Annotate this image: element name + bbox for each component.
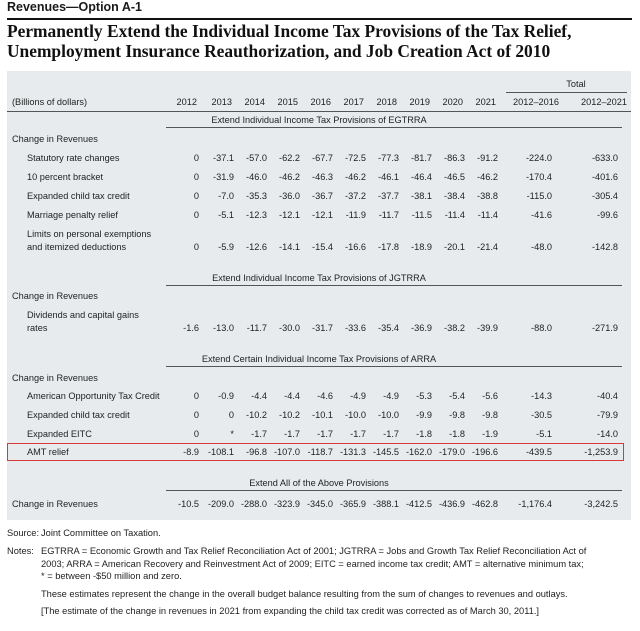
value-cell: 0: [193, 410, 199, 420]
value-cell: -5.6: [482, 391, 498, 401]
total-cell: -3,242.5: [584, 499, 618, 509]
value-cell: -13.0: [213, 323, 234, 333]
total-cell: -40.4: [597, 391, 618, 401]
value-cell: -118.7: [307, 447, 333, 457]
value-cell: -21.4: [477, 242, 498, 252]
value-cell: -38.8: [477, 191, 498, 201]
value-cell: -179.0: [438, 447, 465, 457]
value-cell: -31.9: [213, 172, 234, 182]
total-cell: -1,176.4: [518, 499, 552, 509]
value-cell: -209.0: [207, 499, 234, 509]
value-cell: -4.6: [317, 391, 333, 401]
row-label: Expanded EITC: [27, 429, 92, 439]
group-label: Change in Revenues: [12, 373, 98, 383]
title-line-2: Unemployment Insurance Reauthorization, and Job Creation Act of 2010: [7, 41, 551, 61]
value-cell: -388.1: [372, 499, 399, 509]
group-label: Change in Revenues: [12, 291, 98, 301]
value-cell: -9.8: [449, 410, 465, 420]
value-cell: -10.0: [378, 410, 399, 420]
value-cell: -15.4: [312, 242, 333, 252]
value-cell: -11.4: [444, 210, 465, 220]
total-cell: -305.4: [591, 191, 618, 201]
value-cell: -5.3: [416, 391, 432, 401]
value-cell: -10.2: [279, 410, 300, 420]
total-cell: -14.0: [597, 429, 618, 439]
value-cell: -10.0: [345, 410, 366, 420]
value-cell: -11.7: [246, 323, 267, 333]
value-cell: -35.4: [378, 323, 399, 333]
value-cell: -81.7: [411, 153, 432, 163]
value-cell: -12.3: [246, 210, 267, 220]
value-cell: -30.0: [279, 323, 300, 333]
value-cell: 0: [193, 191, 199, 201]
value-cell: -4.4: [284, 391, 300, 401]
notes-label: Notes:: [7, 546, 34, 556]
value-cell: -288.0: [240, 499, 267, 509]
value-cell: -38.1: [411, 191, 432, 201]
total-cell: -1,253.9: [584, 447, 618, 457]
value-cell: 0: [193, 429, 199, 439]
source-text: Joint Committee on Taxation.: [41, 528, 161, 538]
value-cell: -46.5: [444, 172, 465, 182]
value-cell: -5.1: [218, 210, 234, 220]
value-cell: -96.8: [246, 447, 267, 457]
value-cell: -1.8: [416, 429, 432, 439]
notes-line-3: * = between -$50 million and zero.: [41, 571, 182, 581]
value-cell: -46.2: [345, 172, 366, 182]
value-cell: -345.0: [306, 499, 333, 509]
value-cell: -36.7: [312, 191, 333, 201]
total-underline: [506, 92, 627, 93]
year-header: 2019: [409, 97, 430, 107]
value-cell: -33.6: [345, 323, 366, 333]
section-rule: [166, 285, 622, 286]
total-cell: -88.0: [531, 323, 552, 333]
value-cell: -5.9: [218, 242, 234, 252]
total-cell: -439.5: [525, 447, 552, 457]
total-cell: -401.6: [591, 172, 618, 182]
value-cell: -108.1: [207, 447, 234, 457]
year-header: 2017: [343, 97, 364, 107]
total-cell: -271.9: [591, 323, 618, 333]
value-cell: -62.2: [279, 153, 300, 163]
section-title-jgtrra: Extend Individual Income Tax Provisions of JGTRRA: [212, 273, 426, 283]
value-cell: -1.8: [449, 429, 465, 439]
value-cell: -20.1: [444, 242, 465, 252]
value-cell: -38.4: [444, 191, 465, 201]
section-title-egtrra: Extend Individual Income Tax Provisions of EGTRRA: [211, 115, 427, 125]
value-cell: -145.5: [372, 447, 399, 457]
value-cell: -107.0: [273, 447, 300, 457]
year-header: 2020: [442, 97, 463, 107]
value-cell: -16.6: [345, 242, 366, 252]
row-label: American Opportunity Tax Credit: [27, 391, 160, 401]
total-label: Total: [566, 79, 586, 89]
year-header: 2018: [376, 97, 397, 107]
row-label-line-1: Limits on personal exemptions: [27, 229, 152, 239]
value-cell: -35.3: [246, 191, 267, 201]
value-cell: -46.1: [378, 172, 399, 182]
value-cell: -37.1: [213, 153, 234, 163]
header-rule: [7, 18, 632, 20]
row-label-line-1: Dividends and capital gains: [27, 310, 139, 320]
row-label: Statutory rate changes: [27, 153, 120, 163]
total-cell: -14.3: [531, 391, 552, 401]
value-cell: -14.1: [279, 242, 300, 252]
value-cell: -12.1: [312, 210, 333, 220]
page-title: [7, 21, 633, 61]
source-label: Source:: [7, 528, 40, 538]
value-cell: -131.3: [339, 447, 366, 457]
notes-line-1: EGTRRA = Economic Growth and Tax Relief Reconciliation Act of 2001; JGTRRA = Jobs and Growth Tax Relief Reconciliation Act of: [41, 546, 587, 556]
notes-line-4: These estimates represent the change in the overall budget balance resulting from the sum of changes to revenues and outlays.: [41, 588, 568, 599]
source-note: [7, 527, 637, 540]
value-cell: -323.9: [273, 499, 300, 509]
value-cell: -46.2: [477, 172, 498, 182]
year-header: 2021: [475, 97, 496, 107]
total-cell: -170.4: [525, 172, 552, 182]
year-header: 2012: [176, 97, 197, 107]
value-cell: -11.7: [378, 210, 399, 220]
value-cell: -1.7: [383, 429, 399, 439]
value-cell: -46.3: [312, 172, 333, 182]
total-cell: -79.9: [597, 410, 618, 420]
value-cell: -1.9: [482, 429, 498, 439]
value-cell: -11.4: [477, 210, 498, 220]
value-cell: -67.7: [312, 153, 333, 163]
year-header: 2013: [211, 97, 232, 107]
total-header: 2012–2016: [513, 97, 559, 107]
value-cell: -4.9: [383, 391, 399, 401]
value-cell: 0: [193, 391, 199, 401]
value-cell: -1.7: [284, 429, 300, 439]
value-cell: -77.3: [378, 153, 399, 163]
value-cell: 0: [193, 242, 199, 252]
value-cell: -37.7: [378, 191, 399, 201]
total-cell: -5.1: [536, 429, 552, 439]
value-cell: -162.0: [405, 447, 432, 457]
value-cell: 0: [193, 153, 199, 163]
group-label: Change in Revenues: [12, 134, 98, 144]
row-label: Change in Revenues: [12, 499, 98, 509]
value-cell: -46.4: [411, 172, 432, 182]
value-cell: -365.9: [339, 499, 366, 509]
section-rule: [166, 366, 622, 367]
row-label: Marriage penalty relief: [27, 210, 118, 220]
value-cell: 0: [228, 410, 234, 420]
total-cell: -30.5: [531, 410, 552, 420]
value-cell: -4.9: [350, 391, 366, 401]
total-cell: -48.0: [531, 242, 552, 252]
value-cell: -11.5: [411, 210, 432, 220]
value-cell: 0: [193, 210, 199, 220]
value-cell: -1.7: [350, 429, 366, 439]
value-cell: -462.8: [471, 499, 498, 509]
value-cell: 0: [193, 172, 199, 182]
unit-label: (Billions of dollars): [12, 97, 88, 107]
value-cell: -57.0: [246, 153, 267, 163]
value-cell: -9.9: [416, 410, 432, 420]
year-header: 2014: [244, 97, 265, 107]
value-cell: -18.9: [411, 242, 432, 252]
row-label: and itemized deductions: [27, 242, 127, 252]
value-cell: -86.3: [444, 153, 465, 163]
total-cell: -142.8: [591, 242, 618, 252]
value-cell: -10.5: [178, 499, 199, 509]
value-cell: -5.4: [449, 391, 465, 401]
row-label: AMT relief: [27, 447, 69, 457]
total-header: 2012–2021: [581, 97, 627, 107]
value-cell: -72.5: [345, 153, 366, 163]
value-cell: -196.6: [471, 447, 498, 457]
section-title-all: Extend All of the Above Provisions: [249, 478, 389, 488]
header-rule-bottom: [7, 111, 631, 112]
value-cell: -37.2: [345, 191, 366, 201]
value-cell: -1.7: [317, 429, 333, 439]
row-label: rates: [27, 323, 48, 333]
value-cell: -412.5: [405, 499, 432, 509]
value-cell: -12.6: [246, 242, 267, 252]
total-cell: -99.6: [597, 210, 618, 220]
value-cell: -7.0: [218, 191, 234, 201]
notes-line-2: 2003; ARRA = American Recovery and Reinvestment Act of 2009; EITC = earned income tax credit; AMT = alternative minimum tax;: [41, 558, 584, 569]
value-cell: -4.4: [251, 391, 267, 401]
section-rule: [166, 490, 622, 491]
value-cell: -91.2: [477, 153, 498, 163]
value-cell: -8.9: [183, 447, 199, 457]
total-cell: -41.6: [531, 210, 552, 220]
section-rule: [166, 127, 622, 128]
value-cell: -46.2: [279, 172, 300, 182]
value-cell: -9.8: [482, 410, 498, 420]
value-cell: -31.7: [312, 323, 333, 333]
section-header: Revenues—Option A-1: [7, 0, 142, 14]
value-cell: -17.8: [378, 242, 399, 252]
value-cell: -38.2: [444, 323, 465, 333]
value-cell: -36.9: [411, 323, 432, 333]
value-cell: -436.9: [438, 499, 465, 509]
value-cell: -36.0: [279, 191, 300, 201]
value-cell: -12.1: [279, 210, 300, 220]
title-line-1: Permanently Extend the Individual Income Tax Provisions of the Tax Relief,: [7, 21, 572, 41]
row-label: Expanded child tax credit: [27, 191, 130, 201]
total-cell: -633.0: [591, 153, 618, 163]
value-cell: -10.1: [312, 410, 333, 420]
row-label: Expanded child tax credit: [27, 410, 130, 420]
value-cell: -39.9: [477, 323, 498, 333]
notes-line-5: [The estimate of the change in revenues in 2021 from expanding the child tax credit was corrected as of March 30, 2011.]: [41, 606, 540, 616]
value-cell: -0.9: [218, 391, 234, 401]
total-cell: -224.0: [525, 153, 552, 163]
value-cell: -1.6: [183, 323, 199, 333]
year-header: 2016: [310, 97, 331, 107]
value-cell: -10.2: [246, 410, 267, 420]
row-label: 10 percent bracket: [27, 172, 104, 182]
total-cell: -115.0: [526, 191, 552, 201]
value-cell: -46.0: [246, 172, 267, 182]
value-cell: -11.9: [345, 210, 366, 220]
section-title-arra: Extend Certain Individual Income Tax Provisions of ARRA: [201, 354, 437, 364]
value-cell: *: [230, 429, 234, 439]
year-header: 2015: [277, 97, 298, 107]
value-cell: -1.7: [251, 429, 267, 439]
